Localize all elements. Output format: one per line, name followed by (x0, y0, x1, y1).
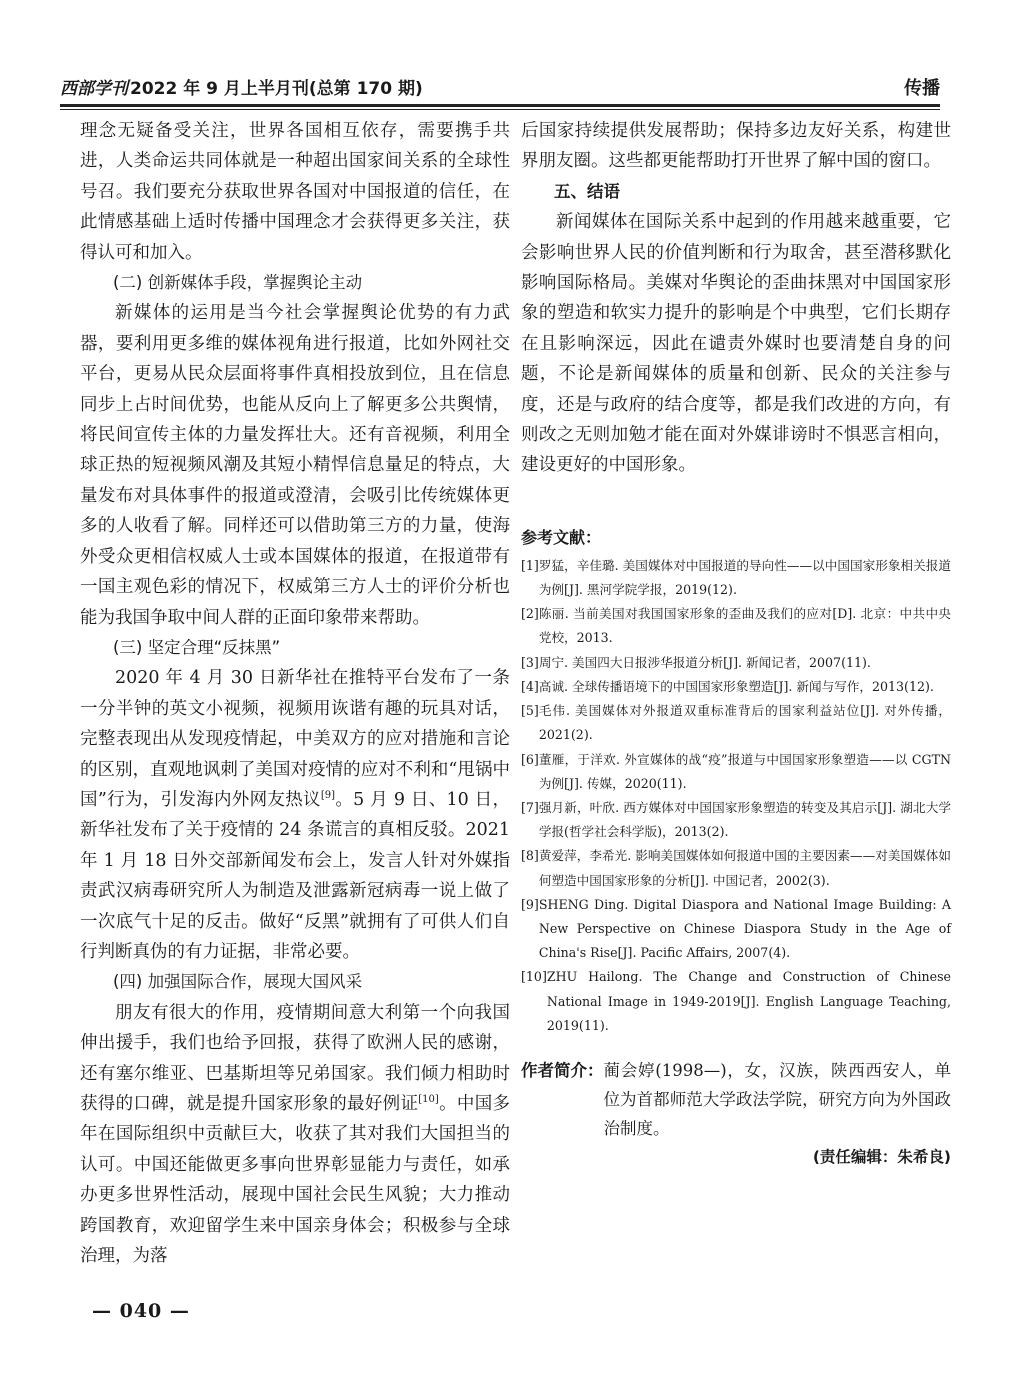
right-column (521, 116, 951, 1167)
reference-item (521, 675, 951, 699)
reference-number: [10] (521, 969, 547, 985)
body-paragraph: 理念无疑备受关注，世界各国相互依存，需要携手共进，人类命运共同体就是一种超出国家间关系的全球性号召。我们要充分获取世界各国对中国报道的信任，在此情感基础上适时传播中国理念才会获得更多关注，获得认可和加入。 (80, 121, 510, 263)
paragraph-text: 2020 年 4 月 30 日新华社在推特平台发布了一条一分半钟的英文小视频，视频用诙谐有趣的玩具对话，完整表现出从发现疫情起，中美双方的应对措施和言论的区别，直观地讽刺了美国对疫情的应对不利和“甩锅中国”行为，引发海内外网友热议 (80, 668, 510, 810)
reference-number: [5] (521, 703, 539, 719)
page-number: — 040 — (92, 1300, 190, 1322)
reference-text: SHENG Ding. Digital Diaspora and National Image Building: A New Perspective on Chinese Diaspora Study in the Age of China's Rise[J]. Pacific Affairs, 2007(4). (538, 896, 951, 961)
body-paragraph (80, 998, 510, 1272)
left-column (80, 116, 510, 1271)
reference-text: 周宁. 美国四大日报涉华报道分析[J]. 新闻记者，2007(11). (538, 654, 871, 670)
reference-text: 毛伟. 美国媒体对外报道双重标准背后的国家利益站位[J]. 对外传播，2021(2). (538, 703, 951, 743)
reference-item (521, 699, 951, 747)
running-header (60, 74, 940, 102)
reference-item (521, 554, 951, 602)
citation-marker: [9] (320, 790, 336, 802)
header-rule-thin (60, 109, 940, 110)
author-bio-label: 作者简介： (521, 1060, 604, 1080)
reference-text: 陈丽. 当前美国对我国国家形象的歪曲及我们的应对[D]. 北京：中共中央党校，2013. (538, 606, 951, 646)
reference-text: 罗猛，辛佳璐. 美国媒体对中国报道的导向性——以中国国家形象相关报道为例[J]. 黑河学院学报，2019(12). (538, 557, 951, 598)
section-subheading: (三) 坚定合理“反抹黑” (113, 637, 281, 657)
citation-marker: [10] (418, 1094, 439, 1106)
references-list (521, 554, 951, 1038)
journal-title (60, 74, 423, 99)
reference-item (521, 748, 951, 796)
reference-text: ZHU Hailong. The Change and Construction of Chinese National Image in 1949-2019[J]. English Language Teaching, 2019(11). (546, 969, 951, 1033)
references-title: 参考文献： (521, 527, 602, 547)
body-paragraph: 新媒体的运用是当今社会掌握舆论优势的有力武器，要利用更多维的媒体视角进行报道，比如外网社交平台，更易从民众层面将事件真相投放到位，且在信息同步上占时间优势，也能从反向上了解更多公共舆情，将民间宣传主体的力量发挥壮大。还有音视频，利用全球正热的短视频风潮及其短小精悍信息量足的特点，大量发布对具体事件的报道或澄清，会吸引比传统媒体更多的人收看了解。同样还可以借助第三方的力量，使海外受众更相信权威人士或本国媒体的报道，在报道带有一国主观色彩的情况下，权威第三方人士的评价分析也能为我国争取中间人群的正面印象带来帮助。 (80, 303, 510, 628)
reference-text: 董雁，于洋欢. 外宣媒体的战“疫”报道与中国国家形象塑造——以 CGTN 为例[J]. 传媒，2020(11). (538, 751, 951, 791)
reference-text: 黄爱萍，李希光. 影响美国媒体如何报道中国的主要因素——对美国媒体如何塑造中国国家形象的分析[J]. 中国记者，2002(3). (538, 848, 951, 888)
reference-number: [7] (521, 799, 539, 815)
body-paragraph: 后国家持续提供发展帮助；保持多边友好关系，构建世界朋友圈。这些都更能帮助打开世界了解中国的窗口。 (521, 121, 951, 172)
conclusion-heading: 五、结语 (554, 181, 620, 201)
reference-item (521, 602, 951, 650)
section-subheading: (四) 加强国际合作，展现大国风采 (113, 972, 363, 992)
reference-item (521, 844, 951, 892)
author-bio (521, 1056, 951, 1143)
journal-issue: 2022 年 9 月上半月刊(总第 170 期) (130, 79, 423, 99)
body-paragraph (80, 663, 510, 967)
author-bio-text: 蔺会婷(1998—)，女，汉族，陕西西安人，单位为首都师范大学政法学院，研究方向为外国政治制度。 (603, 1060, 951, 1138)
reference-item (521, 893, 951, 966)
reference-text: 高诚. 全球传播语境下的中国国家形象塑造[J]. 新闻与写作，2013(12). (538, 678, 934, 694)
paragraph-text: 朋友有很大的作用，疫情期间意大利第一个向我国伸出援手，我们也给予回报，获得了欧洲人民的感谢，还有塞尔维亚、巴基斯坦等兄弟国家。我们倾力相助时获得的口碑，就是提升国家形象的最好例证 (80, 1002, 510, 1114)
reference-number: [1] (521, 557, 539, 573)
journal-logo: 西部学刊 (60, 79, 128, 99)
body-paragraph: 新闻媒体在国际关系中起到的作用越来越重要，它会影响世界人民的价值判断和行为取舍，甚至潜移默化影响国际格局。美媒对华舆论的歪曲抹黑对中国国家形象的塑造和软实力提升的影响是个中典型，它们长期存在且影响深远，因此在谴责外媒时也要清楚自身的问题，不论是新闻媒体的质量和创新、民众的关注参与度，还是与政府的结合度等，都是我们改进的方向，有则改之无则加勉才能在面对外媒诽谤时不惧恶言相向，建设更好的中国形象。 (521, 212, 951, 476)
reference-number: [8] (521, 848, 539, 864)
section-subheading: (二) 创新媒体手段，掌握舆论主动 (113, 273, 363, 293)
reference-number: [4] (521, 678, 539, 694)
reference-number: [2] (521, 606, 539, 622)
reference-number: [6] (521, 751, 539, 767)
responsible-editor: (责任编辑：朱希良) (812, 1147, 951, 1166)
paragraph-text: 。5 月 9 日、10 日，新华社发布了关于疫情的 24 条谎言的真相反驳。2021 年 1 月 18 日外交部新闻发布会上，发言人针对外媒指责武汉病毒研究所人为制造及泄露新冠病毒一说上做了一次底气十足的反击。做好“反黑”就拥有了可供人们自行判断真伪的有力证据，非常必要。 (80, 789, 510, 962)
section-name: 传播 (904, 78, 940, 99)
reference-text: 强月新，叶欣. 西方媒体对中国国家形象塑造的转变及其启示[J]. 湖北大学学报(哲学社会科学版)，2013(2). (538, 799, 951, 840)
reference-item (521, 796, 951, 844)
reference-number: [9] (521, 896, 539, 912)
reference-item (521, 965, 951, 1038)
paragraph-text: 。中国多年在国际组织中贡献巨大，收获了其对我们大国担当的认可。中国还能做更多事向世界彰显能力与责任，如承办更多世界性活动，展现中国社会民生风貌；大力推动跨国教育，欢迎留学生来中国亲身体会；积极参与全球治理，为落 (80, 1094, 511, 1267)
header-rule-thick (60, 104, 940, 107)
reference-item (521, 651, 951, 675)
reference-number: [3] (521, 654, 539, 670)
